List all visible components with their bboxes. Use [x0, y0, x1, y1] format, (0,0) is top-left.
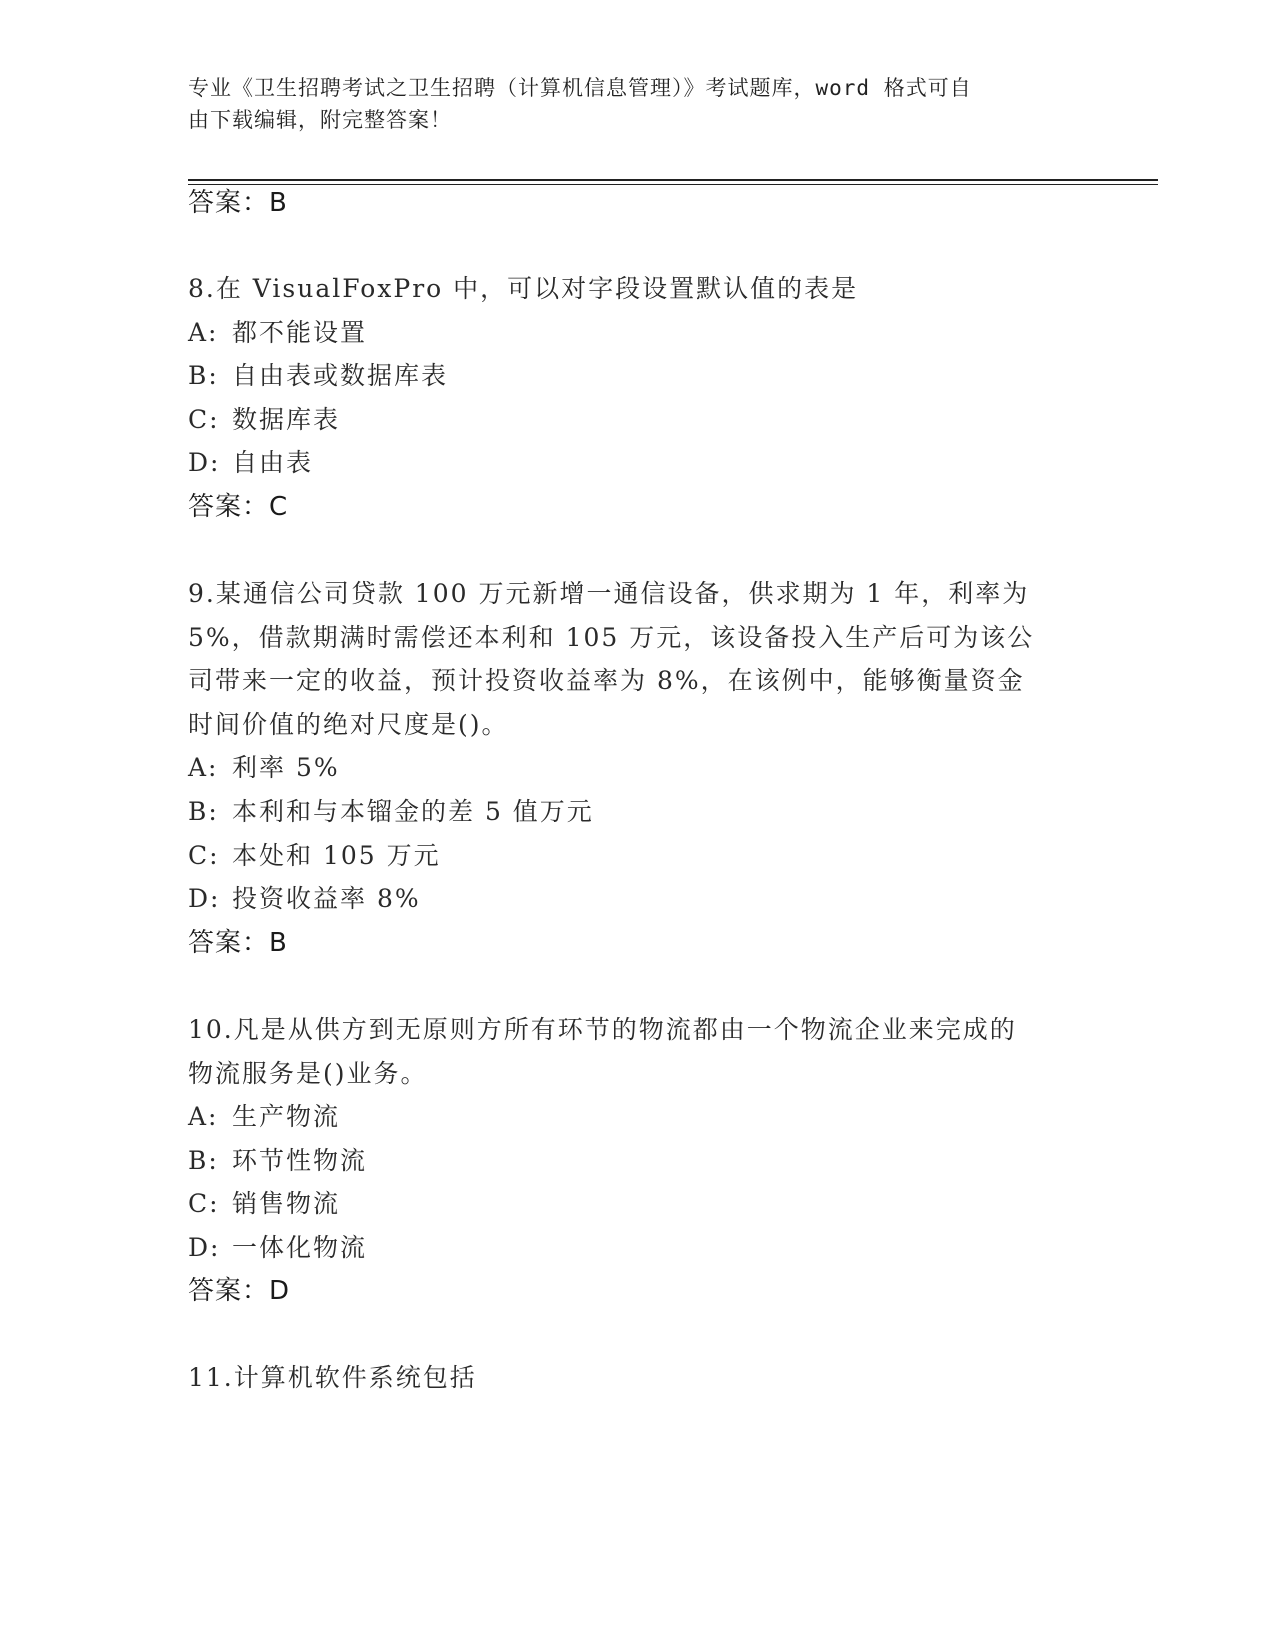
question-8-option-d: D: 自由表	[188, 448, 314, 477]
header-divider-thick	[188, 179, 1158, 181]
question-8-option-b: B: 自由表或数据库表	[188, 361, 449, 390]
question-10-option-a: A: 生产物流	[188, 1102, 341, 1131]
document-header	[188, 72, 1088, 136]
question-9-option-c: C: 本处和 105 万元	[188, 841, 441, 870]
header-divider-thin	[188, 184, 1158, 185]
question-9-stem-line-3: 司带来一定的收益，预计投资收益率为 8%，在该例中，能够衡量资金	[188, 666, 1025, 695]
previous-answer: 答案：B	[188, 188, 288, 218]
question-10-option-b: B: 环节性物流	[188, 1146, 368, 1175]
question-9-option-d: D: 投资收益率 8%	[188, 884, 421, 913]
question-8-stem: 8.在 VisualFoxPro 中，可以对字段设置默认值的表是	[188, 274, 859, 303]
question-9-option-a: A: 利率 5%	[188, 753, 340, 782]
question-9-option-b: B: 本利和与本镏金的差 5 值万元	[188, 797, 594, 826]
question-10-option-d: D: 一体化物流	[188, 1233, 368, 1262]
question-10-answer: 答案：D	[188, 1276, 291, 1306]
header-line-1: 专业《卫生招聘考试之卫生招聘（计算机信息管理）》考试题库，word 格式可自	[188, 76, 972, 100]
question-8-option-c: C: 数据库表	[188, 405, 341, 434]
question-10-stem-line-2: 物流服务是()业务。	[188, 1059, 428, 1088]
question-9-stem-line-4: 时间价值的绝对尺度是()。	[188, 710, 509, 739]
question-9-stem-line-1: 9.某通信公司贷款 100 万元新增一通信设备，供求期为 1 年，利率为	[188, 579, 1030, 608]
question-11-stem: 11.计算机软件系统包括	[188, 1363, 477, 1392]
question-8-answer: 答案：C	[188, 492, 289, 522]
question-9-stem-line-2: 5%，借款期满时需偿还本利和 105 万元，该设备投入生产后可为该公	[188, 623, 1035, 652]
question-8-option-a: A: 都不能设置	[188, 318, 368, 347]
header-line-2: 由下载编辑，附完整答案！	[188, 108, 452, 132]
question-10-stem-line-1: 10.凡是从供方到无原则方所有环节的物流都由一个物流企业来完成的	[188, 1015, 1017, 1044]
question-10-option-c: C: 销售物流	[188, 1189, 341, 1218]
question-9-answer: 答案：B	[188, 928, 288, 958]
